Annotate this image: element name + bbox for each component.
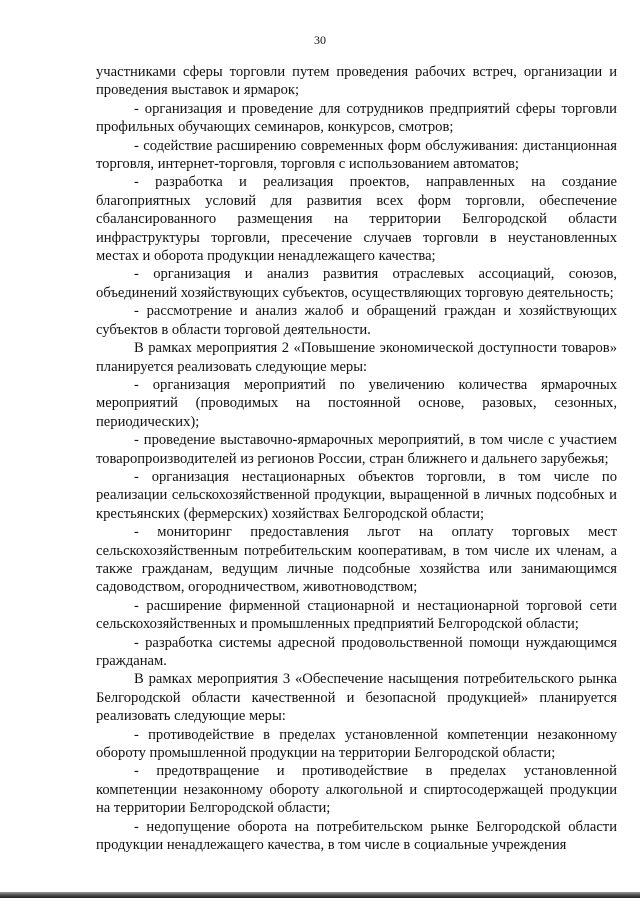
paragraph: - недопущение оборота на потребительском рынке Белгородской области продукции ненадлежащего качества, в том числе в социальные учреждения (96, 818, 617, 854)
paragraph: - проведение выставочно-ярмарочных мероприятий, в том числе с участием товаропроизводителей из регионов России, стран ближнего и дальнего зарубежья; (96, 432, 617, 467)
paragraph: - предотвращение и противодействие в пределах установленной компетенции незаконному обороту алкогольной и спиртосодержащей продукции на территории Белгородской области; (96, 763, 617, 817)
paragraph: - разработка системы адресной продовольственной помощи нуждающимся гражданам. (96, 634, 617, 669)
paragraph: В рамках мероприятия 2 «Повышение экономической доступности товаров» планируется реализовать следующие меры: (96, 340, 617, 375)
scan-bottom-edge (0, 892, 640, 898)
paragraph: В рамках мероприятия 3 «Обеспечение насыщения потребительского рынка Белгородской области качественной и безопасной продукцией» планируется реализовать следующие меры: (96, 671, 617, 725)
paragraph: - организация мероприятий по увеличению количества ярмарочных мероприятий (проводимых на постоянной основе, разовых, сезонных, периодических); (96, 376, 617, 430)
paragraph: - организация и анализ развития отраслевых ассоциаций, союзов, объединений хозяйствующих субъектов, осуществляющих торговую деятельность; (96, 266, 617, 301)
page-number: 30 (314, 33, 326, 47)
paragraph: - расширение фирменной стационарной и нестационарной торговой сети сельскохозяйственных и промышленных предприятий Белгородской области; (96, 597, 617, 633)
paragraph: участниками сферы торговли путем проведения рабочих встреч, организации и проведения выставок и ярмарок; (96, 64, 617, 99)
paragraph: - разработка и реализация проектов, направленных на создание благоприятных условий для развития всех форм торговли, обеспечение сбалансированного размещения на территории Белгородской области инфраструктуры торговли, пресечение случаев торговли в неустановленных местах и оборота продукции ненадлежащего качества; (96, 174, 617, 265)
paragraph: - рассмотрение и анализ жалоб и обращений граждан и хозяйствующих субъектов в области торговой деятельности. (96, 303, 617, 338)
document-body (96, 63, 617, 854)
paragraph: - мониторинг предоставления льгот на оплату торговых мест сельскохозяйственным потребительским кооперативам, в том числе их членам, а также гражданам, ведущим личные подсобные хозяйства или занимающимся садоводством, огородничеством, животноводством; (96, 524, 617, 596)
paragraph: - содействие расширению современных форм обслуживания: дистанционная торговля, интернет-торговля, торговля с использованием автоматов; (96, 137, 617, 173)
paragraph: - организация нестационарных объектов торговли, в том числе по реализации сельскохозяйственной продукции, выращенной в личных подсобных и крестьянских (фермерских) хозяйствах Белгородской области; (96, 468, 617, 522)
paragraph: - организация и проведение для сотрудников предприятий сферы торговли профильных обучающих семинаров, конкурсов, смотров; (96, 100, 617, 136)
paragraph: - противодействие в пределах установленной компетенции незаконному обороту промышленной продукции на территории Белгородской области; (96, 726, 617, 762)
